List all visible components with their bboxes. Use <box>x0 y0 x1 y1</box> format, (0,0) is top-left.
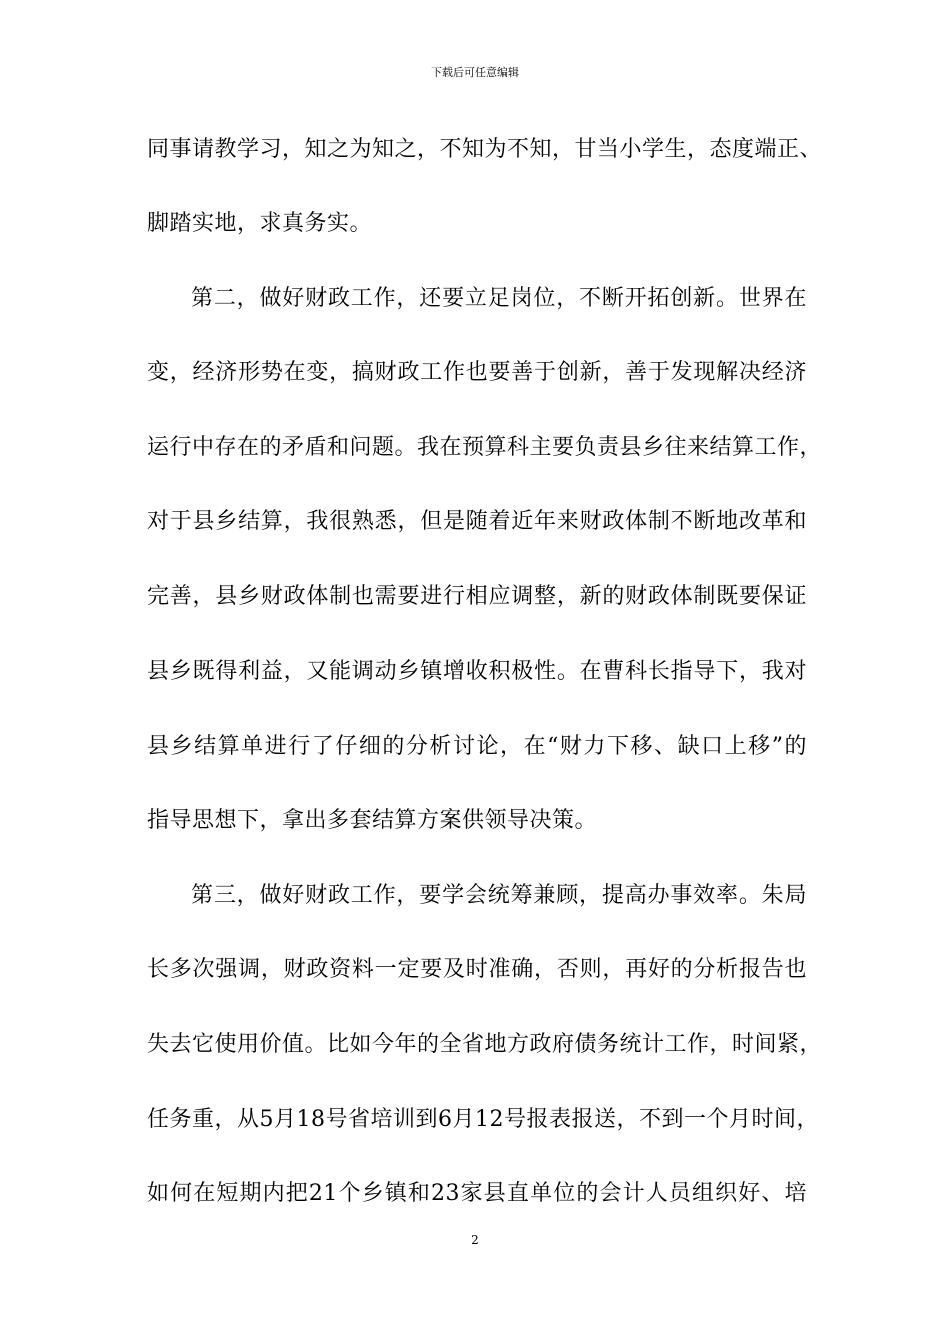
paragraph-first-line: 第二，做好财政工作，还要立足岗位，不断开拓创新。世界在 <box>191 286 807 311</box>
text-line: 脚踏实地，求真务实。 <box>147 211 373 236</box>
text-line: 任务重，从5月18号省培训到6月12号报表报送，不到一个月时间， <box>147 1107 819 1132</box>
text-line: 县乡结算单进行了仔细的分析讨论，在“财力下移、缺口上移”的 <box>147 734 807 759</box>
page-header: 下载后可任意编辑 <box>431 66 519 79</box>
text-line: 如何在短期内把21个乡镇和23家县直单位的会计人员组织好、培 <box>147 1181 807 1206</box>
page-number: 2 <box>471 1233 479 1247</box>
text-line: 运行中存在的矛盾和问题。我在预算科主要负责县乡往来结算工作， <box>147 435 823 460</box>
text-line: 对于县乡结算，我很熟悉，但是随着近年来财政体制不断地改革和 <box>147 509 807 534</box>
text-line: 县乡既得利益，又能调动乡镇增收积极性。在曹科长指导下，我对 <box>147 659 807 684</box>
text-line: 同事请教学习，知之为知之，不知为不知，甘当小学生，态度端正、 <box>147 137 823 162</box>
text-line: 变，经济形势在变，搞财政工作也要善于创新，善于发现解决经济 <box>147 360 807 385</box>
text-line: 完善，县乡财政体制也需要进行相应调整，新的财政体制既要保证 <box>147 584 807 609</box>
text-line: 失去它使用价值。比如今年的全省地方政府债务统计工作，时间紧， <box>147 1032 823 1057</box>
text-line: 长多次强调，财政资料一定要及时准确，否则，再好的分析报告也 <box>147 957 807 982</box>
paragraph-first-line: 第三，做好财政工作，要学会统筹兼顾，提高办事效率。朱局 <box>191 883 807 908</box>
text-line: 指导思想下，拿出多套结算方案供领导决策。 <box>147 808 598 833</box>
